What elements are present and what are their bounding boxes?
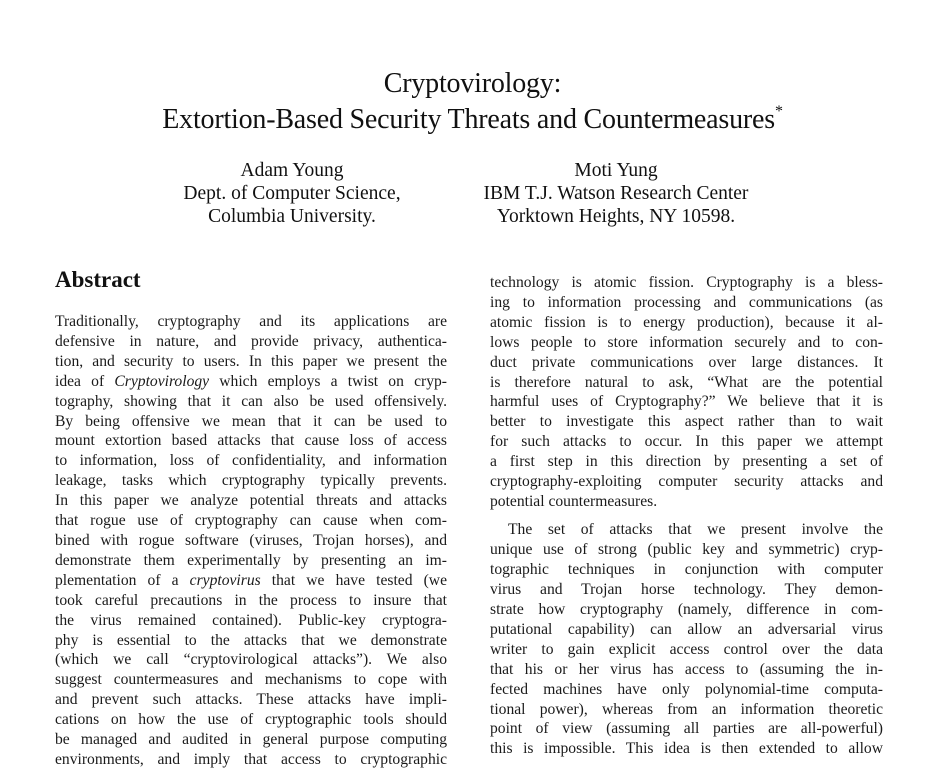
paragraph-gap xyxy=(490,512,883,521)
abstract-heading: Abstract xyxy=(55,267,141,292)
text-line: putational capability) can allow an adversarial virus xyxy=(490,620,883,638)
title-footnote-mark: * xyxy=(774,103,783,120)
text-line: tographic techniques in conjunction with computer xyxy=(490,561,883,579)
text-line: this is impossible. This idea is then extended to allow xyxy=(490,740,883,758)
text-line: tography, showing that it can also be used offensively. xyxy=(55,392,447,410)
text-line: harmful uses of Cryptography?” We believe that it is xyxy=(490,393,883,411)
paragraph-1 xyxy=(490,273,883,512)
text-line: be managed and audited in general purpose computing xyxy=(55,731,447,749)
text-line: ing to information processing and communications (as xyxy=(490,293,883,311)
text-line: leakage, tasks which cryptography typically prevents. xyxy=(55,472,447,490)
author-name: Adam Young xyxy=(240,160,344,181)
text-fragment: idea of xyxy=(55,372,115,390)
author-affiliation: Dept. of Computer Science, xyxy=(183,183,401,204)
author-name: Moti Yung xyxy=(574,160,658,181)
text-line: duct private communications over large distances. It xyxy=(490,353,883,371)
paper-title xyxy=(0,66,945,138)
title-line-2 xyxy=(0,102,945,138)
text-line: writer to gain explicit access control over the data xyxy=(490,640,883,658)
emphasis-cryptovirus: cryptovirus xyxy=(189,571,261,589)
text-line: cryptography-exploiting computer security attacks and xyxy=(490,473,883,491)
text-fragment: which employs a twist on cryp- xyxy=(209,372,447,390)
text-line: the virus remained contained). Public-key cryptogra- xyxy=(55,611,447,629)
text-line: lows people to store information securely and to con- xyxy=(490,333,883,351)
text-line: defensive in nature, and provide privacy, authentica- xyxy=(55,332,447,350)
text-line: By being offensive we mean that it can be used to xyxy=(55,412,447,430)
text-line: technology is atomic fission. Cryptography is a bless- xyxy=(490,274,883,291)
text-fragment: that we have tested (we xyxy=(260,571,447,589)
text-line: is therefore natural to ask, “What are the potential xyxy=(490,373,883,391)
text-line: to information, loss of confidentiality, and information xyxy=(55,452,447,470)
text-line: virus and Trojan horse technology. They demon- xyxy=(490,581,883,599)
text-line: and prevent such attacks. These attacks have impli- xyxy=(55,691,447,709)
author-affiliation: Columbia University. xyxy=(208,206,376,227)
text-line: (which we call “cryptovirological attacks”). We also xyxy=(55,651,447,669)
author-affiliation: Yorktown Heights, NY 10598. xyxy=(496,206,736,227)
text-line: fected machines have only polynomial-time computa- xyxy=(490,680,883,698)
title-line-1: Cryptovirology: xyxy=(383,68,562,99)
text-line: a first step in this direction by presenting a set of xyxy=(490,453,883,471)
text-line: better to investigate this aspect rather than to wait xyxy=(490,413,883,431)
text-line: The set of attacks that we present involve the xyxy=(508,521,883,539)
emphasis-cryptovirology: Cryptovirology xyxy=(114,372,210,390)
text-fragment: plementation of a xyxy=(55,571,190,589)
text-line: point of view (assuming all parties are all-powerful) xyxy=(490,720,883,738)
text-line xyxy=(55,372,447,392)
paragraph-2 xyxy=(490,520,883,759)
author-affiliation: IBM T.J. Watson Research Center xyxy=(483,183,749,204)
text-line: demonstrate them experimentally by presenting an im- xyxy=(55,551,447,569)
text-line: phy is essential to the attacks that we demonstrate xyxy=(55,631,447,649)
intro-body xyxy=(490,273,883,759)
text-line: cations on how the use of cryptographic tools should xyxy=(55,711,447,729)
title-line-2-text: Extortion-Based Security Threats and Countermeasures xyxy=(162,104,775,135)
text-line: strate how cryptography (namely, difference in com- xyxy=(490,601,883,618)
text-line: tional power), whereas from an information theoretic xyxy=(490,700,883,718)
text-line: environments, and imply that access to cryptographic xyxy=(55,750,447,768)
author-block-yung xyxy=(456,159,776,228)
text-line: atomic fission is to energy production), because it al- xyxy=(490,313,883,331)
abstract-body xyxy=(55,312,447,770)
text-line: In this paper we analyze potential threats and attacks xyxy=(55,492,447,510)
author-block-young xyxy=(152,159,432,228)
text-line: that rogue use of cryptography can cause when com- xyxy=(55,512,447,530)
text-line: unique use of strong (public key and symmetric) cryp- xyxy=(490,541,883,559)
text-line: tion, and security to users. In this paper we present the xyxy=(55,352,447,370)
text-line: took careful precautions in the process to insure that xyxy=(55,591,447,609)
text-line: potential countermeasures. xyxy=(490,492,658,510)
text-line: bined with rogue software (viruses, Trojan horses), and xyxy=(55,531,447,549)
text-line xyxy=(55,571,447,591)
text-line: for such attacks to occur. In this paper we attempt xyxy=(490,433,883,451)
text-line: mount extortion based attacks that cause loss of access xyxy=(55,432,447,450)
text-line: that his or her virus has access to (assuming the in- xyxy=(490,660,883,678)
text-line: suggest countermeasures and mechanisms to cope with xyxy=(55,671,447,689)
text-line: Traditionally, cryptography and its applications are xyxy=(55,313,447,330)
